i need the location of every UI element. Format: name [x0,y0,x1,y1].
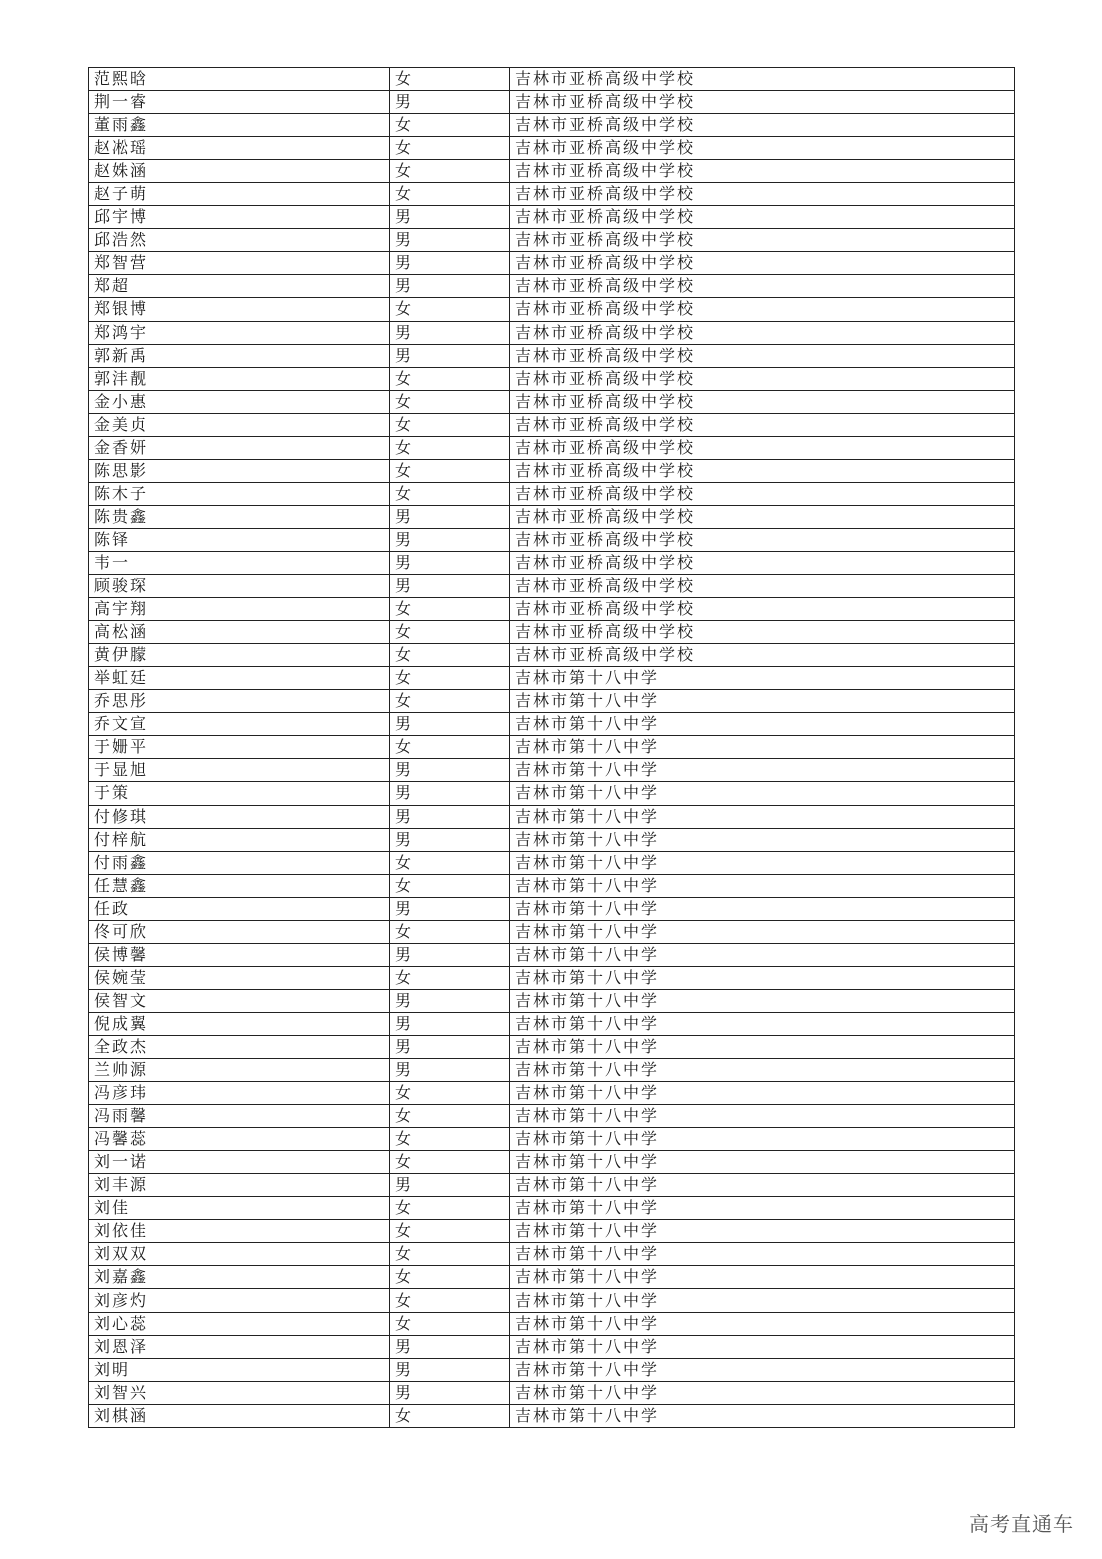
student-name-cell: 顾骏琛 [89,575,390,598]
school-cell: 吉林市亚桥高级中学校 [510,68,1015,91]
table-row [89,160,1015,183]
school-cell: 吉林市亚桥高级中学校 [510,137,1015,160]
table-row [89,989,1015,1012]
school-cell: 吉林市亚桥高级中学校 [510,621,1015,644]
school-cell: 吉林市第十八中学 [510,1082,1015,1105]
gender-cell: 女 [390,390,510,413]
gender-cell: 女 [390,851,510,874]
school-cell: 吉林市亚桥高级中学校 [510,598,1015,621]
gender-cell: 女 [390,644,510,667]
student-name-cell: 陈贵鑫 [89,505,390,528]
student-name-cell: 高松涵 [89,621,390,644]
school-cell: 吉林市第十八中学 [510,667,1015,690]
student-name-cell: 刘一诺 [89,1151,390,1174]
gender-cell: 女 [390,598,510,621]
gender-cell: 女 [390,482,510,505]
gender-cell: 男 [390,275,510,298]
gender-cell: 女 [390,690,510,713]
school-cell: 吉林市亚桥高级中学校 [510,482,1015,505]
table-row [89,229,1015,252]
school-cell: 吉林市第十八中学 [510,1381,1015,1404]
gender-cell: 女 [390,621,510,644]
gender-cell: 男 [390,943,510,966]
school-cell: 吉林市第十八中学 [510,805,1015,828]
school-cell: 吉林市第十八中学 [510,1404,1015,1427]
school-cell: 吉林市亚桥高级中学校 [510,644,1015,667]
student-name-cell: 刘彦灼 [89,1289,390,1312]
school-cell: 吉林市亚桥高级中学校 [510,390,1015,413]
school-cell: 吉林市亚桥高级中学校 [510,229,1015,252]
table-row [89,114,1015,137]
school-cell: 吉林市亚桥高级中学校 [510,367,1015,390]
table-row [89,1289,1015,1312]
school-cell: 吉林市第十八中学 [510,1220,1015,1243]
student-name-cell: 刘明 [89,1358,390,1381]
school-cell: 吉林市第十八中学 [510,966,1015,989]
school-cell: 吉林市亚桥高级中学校 [510,459,1015,482]
watermark-text: 高考直通车 [969,1512,1074,1536]
student-name-cell: 郑超 [89,275,390,298]
table-row [89,966,1015,989]
table-row [89,736,1015,759]
gender-cell: 男 [390,321,510,344]
student-name-cell: 佟可欣 [89,920,390,943]
school-cell: 吉林市第十八中学 [510,1151,1015,1174]
school-cell: 吉林市第十八中学 [510,1289,1015,1312]
table-row [89,575,1015,598]
school-cell: 吉林市第十八中学 [510,690,1015,713]
gender-cell: 女 [390,298,510,321]
school-cell: 吉林市亚桥高级中学校 [510,183,1015,206]
table-row [89,367,1015,390]
gender-cell: 男 [390,206,510,229]
table-row [89,1243,1015,1266]
student-name-cell: 陈铎 [89,528,390,551]
roster-body [89,68,1015,1428]
table-row [89,137,1015,160]
student-name-cell: 陈思影 [89,459,390,482]
table-row [89,91,1015,114]
table-row [89,1312,1015,1335]
table-row [89,436,1015,459]
school-cell: 吉林市第十八中学 [510,1197,1015,1220]
student-name-cell: 兰帅源 [89,1059,390,1082]
table-row [89,621,1015,644]
school-cell: 吉林市亚桥高级中学校 [510,91,1015,114]
school-cell: 吉林市第十八中学 [510,989,1015,1012]
gender-cell: 男 [390,828,510,851]
gender-cell: 女 [390,183,510,206]
student-name-cell: 任慧鑫 [89,874,390,897]
gender-cell: 男 [390,782,510,805]
gender-cell: 男 [390,1174,510,1197]
gender-cell: 女 [390,367,510,390]
table-row [89,344,1015,367]
school-cell: 吉林市亚桥高级中学校 [510,436,1015,459]
table-row [89,505,1015,528]
student-name-cell: 刘棋涵 [89,1404,390,1427]
student-name-cell: 刘双双 [89,1243,390,1266]
student-name-cell: 倪成翼 [89,1012,390,1035]
gender-cell: 男 [390,551,510,574]
gender-cell: 男 [390,505,510,528]
student-name-cell: 付雨鑫 [89,851,390,874]
school-cell: 吉林市亚桥高级中学校 [510,206,1015,229]
gender-cell: 女 [390,1266,510,1289]
table-row [89,1220,1015,1243]
student-name-cell: 郭新禹 [89,344,390,367]
student-name-cell: 金美贞 [89,413,390,436]
gender-cell: 女 [390,1243,510,1266]
gender-cell: 女 [390,1105,510,1128]
student-name-cell: 刘心蕊 [89,1312,390,1335]
student-name-cell: 于策 [89,782,390,805]
student-name-cell: 于姗平 [89,736,390,759]
student-name-cell: 郑智营 [89,252,390,275]
table-row [89,1082,1015,1105]
table-row [89,1358,1015,1381]
table-row [89,390,1015,413]
school-cell: 吉林市亚桥高级中学校 [510,252,1015,275]
gender-cell: 女 [390,114,510,137]
school-cell: 吉林市第十八中学 [510,897,1015,920]
school-cell: 吉林市第十八中学 [510,759,1015,782]
gender-cell: 男 [390,252,510,275]
table-row [89,1266,1015,1289]
student-name-cell: 刘佳 [89,1197,390,1220]
table-row [89,598,1015,621]
school-cell: 吉林市亚桥高级中学校 [510,160,1015,183]
table-row [89,275,1015,298]
gender-cell: 女 [390,137,510,160]
gender-cell: 女 [390,667,510,690]
school-cell: 吉林市第十八中学 [510,1358,1015,1381]
table-row [89,1128,1015,1151]
school-cell: 吉林市第十八中学 [510,1266,1015,1289]
school-cell: 吉林市第十八中学 [510,851,1015,874]
table-row [89,1105,1015,1128]
table-row [89,321,1015,344]
gender-cell: 女 [390,436,510,459]
student-name-cell: 刘恩泽 [89,1335,390,1358]
table-row [89,805,1015,828]
gender-cell: 男 [390,1381,510,1404]
student-name-cell: 全政杰 [89,1035,390,1058]
student-name-cell: 于显旭 [89,759,390,782]
student-name-cell: 赵姝涵 [89,160,390,183]
table-row [89,828,1015,851]
school-cell: 吉林市亚桥高级中学校 [510,275,1015,298]
gender-cell: 男 [390,229,510,252]
school-cell: 吉林市第十八中学 [510,713,1015,736]
gender-cell: 男 [390,805,510,828]
gender-cell: 男 [390,897,510,920]
student-name-cell: 郑银博 [89,298,390,321]
student-name-cell: 冯馨蕊 [89,1128,390,1151]
student-name-cell: 任政 [89,897,390,920]
student-name-cell: 高宇翔 [89,598,390,621]
table-row [89,874,1015,897]
gender-cell: 女 [390,1197,510,1220]
school-cell: 吉林市第十八中学 [510,920,1015,943]
gender-cell: 女 [390,1312,510,1335]
school-cell: 吉林市第十八中学 [510,1012,1015,1035]
gender-cell: 男 [390,1335,510,1358]
table-row [89,206,1015,229]
school-cell: 吉林市第十八中学 [510,1243,1015,1266]
table-row [89,459,1015,482]
table-row [89,943,1015,966]
table-row [89,482,1015,505]
gender-cell: 女 [390,736,510,759]
school-cell: 吉林市亚桥高级中学校 [510,321,1015,344]
gender-cell: 女 [390,920,510,943]
school-cell: 吉林市亚桥高级中学校 [510,528,1015,551]
student-name-cell: 范熙晗 [89,68,390,91]
student-name-cell: 乔思彤 [89,690,390,713]
school-cell: 吉林市亚桥高级中学校 [510,298,1015,321]
school-cell: 吉林市亚桥高级中学校 [510,413,1015,436]
table-row [89,1404,1015,1427]
gender-cell: 男 [390,344,510,367]
table-row [89,759,1015,782]
student-name-cell: 金香妍 [89,436,390,459]
table-row [89,644,1015,667]
gender-cell: 女 [390,1289,510,1312]
student-name-cell: 刘依佳 [89,1220,390,1243]
student-name-cell: 赵子萌 [89,183,390,206]
school-cell: 吉林市第十八中学 [510,782,1015,805]
school-cell: 吉林市第十八中学 [510,1059,1015,1082]
table-row [89,920,1015,943]
school-cell: 吉林市第十八中学 [510,1105,1015,1128]
school-cell: 吉林市亚桥高级中学校 [510,505,1015,528]
student-name-cell: 邱宇博 [89,206,390,229]
table-row [89,183,1015,206]
student-name-cell: 刘丰源 [89,1174,390,1197]
gender-cell: 男 [390,575,510,598]
student-name-cell: 荆一睿 [89,91,390,114]
student-name-cell: 冯雨馨 [89,1105,390,1128]
school-cell: 吉林市第十八中学 [510,1174,1015,1197]
table-row [89,1174,1015,1197]
gender-cell: 女 [390,459,510,482]
student-name-cell: 陈木子 [89,482,390,505]
gender-cell: 男 [390,1358,510,1381]
gender-cell: 男 [390,1059,510,1082]
school-cell: 吉林市第十八中学 [510,1335,1015,1358]
school-cell: 吉林市亚桥高级中学校 [510,114,1015,137]
table-row [89,528,1015,551]
student-name-cell: 侯博馨 [89,943,390,966]
gender-cell: 女 [390,1220,510,1243]
gender-cell: 女 [390,1151,510,1174]
table-row [89,1059,1015,1082]
gender-cell: 女 [390,874,510,897]
table-row [89,1197,1015,1220]
table-row [89,667,1015,690]
student-name-cell: 刘嘉鑫 [89,1266,390,1289]
student-name-cell: 金小惠 [89,390,390,413]
student-name-cell: 冯彦玮 [89,1082,390,1105]
school-cell: 吉林市第十八中学 [510,828,1015,851]
gender-cell: 男 [390,91,510,114]
student-name-cell: 董雨鑫 [89,114,390,137]
table-row [89,782,1015,805]
school-cell: 吉林市第十八中学 [510,943,1015,966]
gender-cell: 女 [390,1128,510,1151]
table-row [89,298,1015,321]
gender-cell: 男 [390,713,510,736]
table-row [89,1381,1015,1404]
school-cell: 吉林市亚桥高级中学校 [510,551,1015,574]
table-row [89,690,1015,713]
table-row [89,713,1015,736]
school-cell: 吉林市第十八中学 [510,1128,1015,1151]
school-cell: 吉林市第十八中学 [510,1312,1015,1335]
school-cell: 吉林市亚桥高级中学校 [510,575,1015,598]
student-name-cell: 付修琪 [89,805,390,828]
table-row [89,68,1015,91]
gender-cell: 男 [390,759,510,782]
student-name-cell: 举虹廷 [89,667,390,690]
school-cell: 吉林市第十八中学 [510,736,1015,759]
student-name-cell: 赵凇瑶 [89,137,390,160]
gender-cell: 女 [390,160,510,183]
table-row [89,1012,1015,1035]
student-name-cell: 郭沣靓 [89,367,390,390]
student-roster-table [88,67,1015,1428]
table-row [89,897,1015,920]
gender-cell: 男 [390,528,510,551]
gender-cell: 男 [390,1035,510,1058]
student-name-cell: 韦一 [89,551,390,574]
table-row [89,1035,1015,1058]
table-row [89,1335,1015,1358]
table-row [89,413,1015,436]
student-name-cell: 侯婉莹 [89,966,390,989]
gender-cell: 女 [390,413,510,436]
student-name-cell: 邱浩然 [89,229,390,252]
gender-cell: 女 [390,1082,510,1105]
school-cell: 吉林市第十八中学 [510,874,1015,897]
school-cell: 吉林市亚桥高级中学校 [510,344,1015,367]
student-name-cell: 乔文宣 [89,713,390,736]
gender-cell: 女 [390,1404,510,1427]
table-row [89,851,1015,874]
student-name-cell: 侯智文 [89,989,390,1012]
gender-cell: 女 [390,966,510,989]
gender-cell: 男 [390,989,510,1012]
table-row [89,551,1015,574]
school-cell: 吉林市第十八中学 [510,1035,1015,1058]
gender-cell: 男 [390,1012,510,1035]
student-name-cell: 付梓航 [89,828,390,851]
student-name-cell: 黄伊朦 [89,644,390,667]
table-row [89,252,1015,275]
student-name-cell: 刘智兴 [89,1381,390,1404]
table-row [89,1151,1015,1174]
student-name-cell: 郑鸿宇 [89,321,390,344]
gender-cell: 女 [390,68,510,91]
